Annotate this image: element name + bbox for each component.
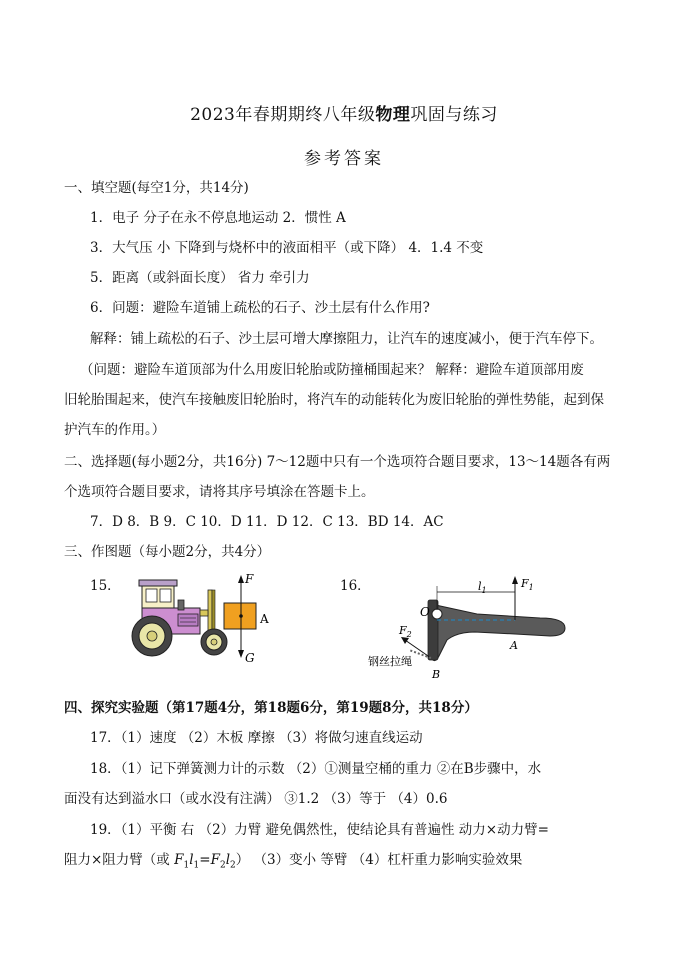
answer-q3-q4: 3．大气压 小 下降到与烧杯中的液面相平（或下降） 4．1.4 不变 (90, 240, 484, 256)
answer-q5: 5．距离（或斜面长度） 省力 牵引力 (90, 270, 310, 286)
label-wire: 钢丝拉绳 (368, 655, 412, 668)
answer-q18-line1: 18．（1）记下弹簧测力计的示数 （2）①测量空桶的重力 ②在B步骤中，水 (90, 761, 542, 777)
answer-choices: 7．D 8．B 9．C 10．D 11．D 12．C 13．BD 14．AC (90, 514, 444, 530)
lever-figure (365, 570, 575, 682)
page-title: 2023年春期期终八年级物理巩固与练习 (190, 105, 498, 125)
label-O: O (420, 605, 430, 619)
answer-q19-line2: 阻力×阻力臂（或 $F_1l_1=F_2l_2$） （3）变小 等臂 （4）杠杆重力影响实验效果 (64, 852, 523, 871)
q15-number: 15． (90, 578, 121, 594)
answer-q6-alt-2: 旧轮胎围起来，使汽车接触废旧轮胎时，将汽车的动能转化为废旧轮胎的弹性势能，起到保 (64, 392, 604, 408)
page-subtitle: 参考答案 (304, 149, 384, 169)
label-A: A (510, 639, 518, 652)
q16-number: 16． (340, 578, 371, 594)
answer-q6-alt-1: （问题：避险车道顶部为什么用废旧轮胎或防撞桶围起来？ 解释：避险车道顶部用废 (80, 362, 584, 378)
answer-q6-question: 6．问题：避险车道铺上疏松的石子、沙土层有什么作用? (90, 300, 430, 316)
tractor-figure (118, 570, 288, 670)
section2-heading-1: 二、选择题(每小题2分，共16分) 7～12题中只有一个选项符合题目要求，13～14题各有两 (64, 454, 611, 470)
label-G: G (245, 651, 255, 665)
label-A: A (260, 612, 269, 626)
label-l1: $l_1$ (478, 580, 487, 595)
section4-heading: 四、探究实验题（第17题4分，第18题6分，第19题8分，共18分） (64, 700, 478, 716)
answer-q17: 17．（1）速度 （2）木板 摩擦 （3）将做匀速直线运动 (90, 730, 423, 746)
label-F: F (245, 572, 254, 586)
answer-q18-line2: 面没有达到溢水口（或水没有注满） ③1.2 （3）等于 （4）0.6 (64, 791, 448, 807)
label-F2: $F_2$ (399, 624, 412, 639)
section2-heading-2: 个选项符合题目要求，请将其序号填涂在答题卡上。 (64, 484, 375, 500)
answer-q6-alt-3: 护汽车的作用。） (64, 422, 166, 438)
answer-q19-line1: 19．（1）平衡 右 （2）力臂 避免偶然性，使结论具有普遍性 动力×动力臂= (90, 822, 549, 838)
section1-heading: 一、填空题(每空1分，共14分) (64, 180, 249, 196)
answer-q1-q2: 1．电子 分子在永不停息地运动 2．惯性 A (90, 210, 346, 226)
label-F1: $F_1$ (521, 577, 534, 592)
answer-q6-explanation: 解释：铺上疏松的石子、沙土层可增大摩擦阻力，让汽车的速度减小，便于汽车停下。 (90, 331, 603, 347)
label-B: B (432, 668, 441, 681)
section3-heading: 三、作图题（每小题2分，共4分） (64, 544, 271, 560)
